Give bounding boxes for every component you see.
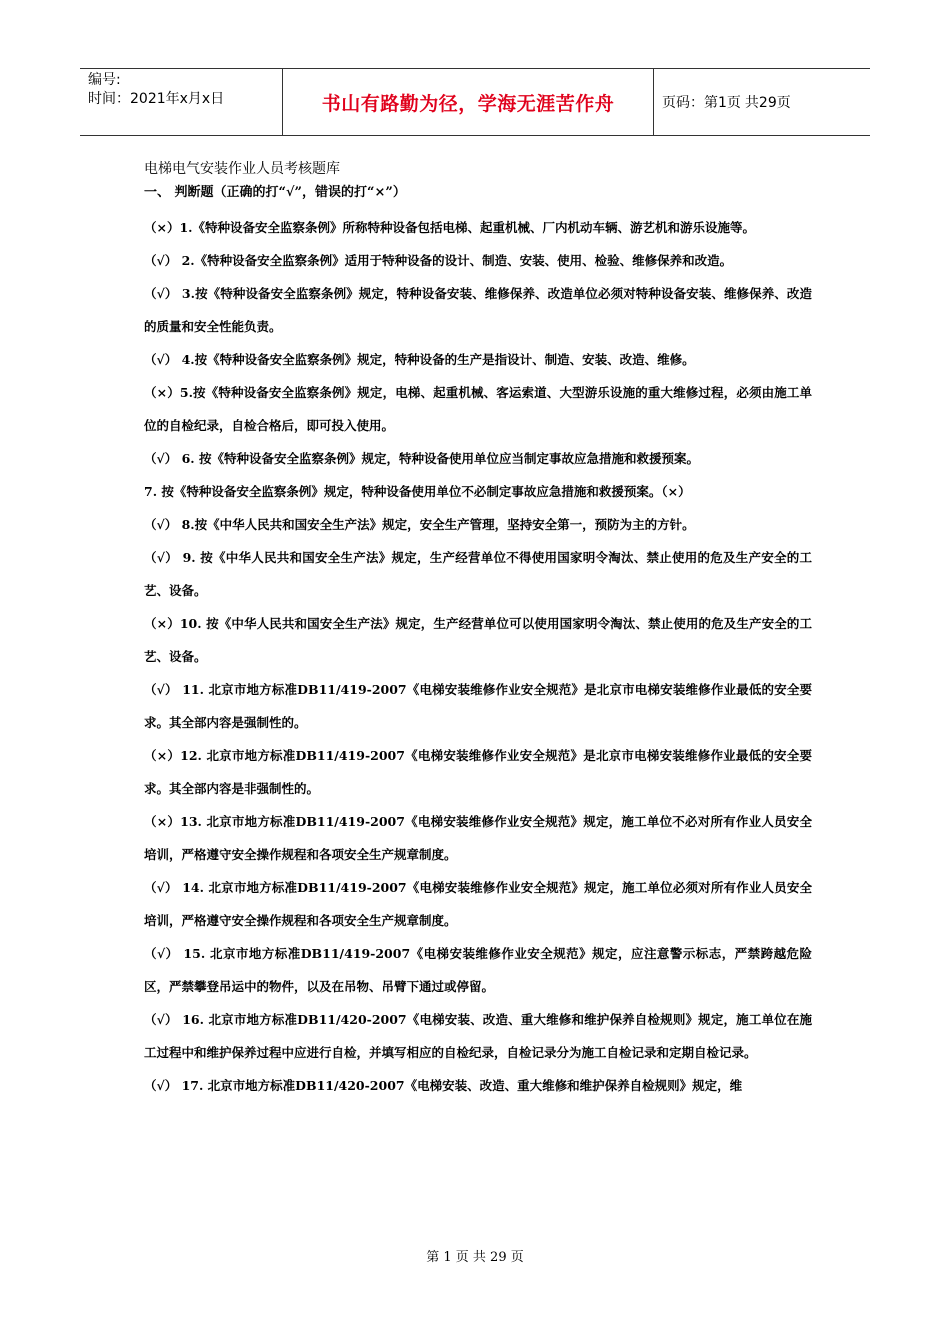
page-footer: 第 1 页 共 29 页 [426,1250,524,1265]
question-item: （×）13. 北京市地方标准DB11/419-2007《电梯安装维修作业安全规范》规定，施工单位不必对所有作业人员安全培训，严格遵守安全操作规程和各项安全生产规章制度。 [144,814,812,862]
document-body [144,158,812,1102]
page-label: 页码：第1页 [662,95,741,111]
question-item: （×）5.按《特种设备安全监察条例》规定，电梯、起重机械、客运索道、大型游乐设施的重大维修过程，必须由施工单位的自检纪录，自检合格后，即可投入使用。 [144,385,812,433]
header-page-info [654,69,870,135]
question-item: （×）1.《特种设备安全监察条例》所称特种设备包括电梯、起重机械、厂内机动车辆、游艺机和游乐设施等。 [144,220,756,235]
question-item: （√） 9. 按《中华人民共和国安全生产法》规定，生产经营单位不得使用国家明令淘汰、禁止使用的危及生产安全的工艺、设备。 [144,550,812,598]
question-item: （√） 3.按《特种设备安全监察条例》规定，特种设备安装、维修保养、改造单位必须对特种设备安装、维修保养、改造的质量和安全性能负责。 [144,286,812,334]
question-item: （×）12. 北京市地方标准DB11/419-2007《电梯安装维修作业安全规范》是北京市电梯安装维修作业最低的安全要求。其全部内容是非强制性的。 [144,748,812,796]
time-label: 时间：2021年x月x日 [88,91,225,107]
question-list [144,211,812,1102]
question-item: （×）10. 按《中华人民共和国安全生产法》规定，生产经营单位可以使用国家明令淘汰、禁止使用的危及生产安全的工艺、设备。 [144,616,812,664]
number-label: 编号: [88,72,121,88]
total-pages-label: 共29页 [744,95,791,111]
question-item: （√） 4.按《特种设备安全监察条例》规定，特种设备的生产是指设计、制造、安装、改造、维修。 [144,352,695,367]
question-item: （√） 8.按《中华人民共和国安全生产法》规定，安全生产管理，坚持安全第一，预防为主的方针。 [144,517,695,532]
question-item: （√） 6. 按《特种设备安全监察条例》规定，特种设备使用单位应当制定事故应急措施和救援预案。 [144,451,699,466]
header-meta [80,69,282,135]
question-item: （√） 11. 北京市地方标准DB11/419-2007《电梯安装维修作业安全规范》是北京市电梯安装维修作业最低的安全要求。其全部内容是强制性的。 [144,682,812,730]
section-heading: 一、 判断题（正确的打“√”，错误的打“×”） [144,185,406,200]
question-item: （√） 17. 北京市地方标准DB11/420-2007《电梯安装、改造、重大维修和维护保养自检规则》规定，维 [144,1078,743,1093]
question-item: （√） 16. 北京市地方标准DB11/420-2007《电梯安装、改造、重大维修和维护保养自检规则》规定，施工单位在施工过程中和维护保养过程中应进行自检，并填写相应的自检纪录，自检记录分为施工自检记录和定期自检记录。 [144,1012,812,1060]
question-item: 7. 按《特种设备安全监察条例》规定，特种设备使用单位不必制定事故应急措施和救援预案。（×） [144,484,691,499]
question-item: （√） 15. 北京市地方标准DB11/419-2007《电梯安装维修作业安全规范》规定，应注意警示标志，严禁跨越危险区，严禁攀登吊运中的物件，以及在吊物、吊臂下通过或停留。 [144,946,812,994]
question-item: （√） 14. 北京市地方标准DB11/419-2007《电梯安装维修作业安全规范》规定，施工单位必须对所有作业人员安全培训，严格遵守安全操作规程和各项安全生产规章制度。 [144,880,812,928]
document-title: 电梯电气安装作业人员考核题库 [144,161,340,177]
question-item: （√） 2.《特种设备安全监察条例》适用于特种设备的设计、制造、安装、使用、检验、维修保养和改造。 [144,253,733,268]
header-motto: 书山有路勤为径，学海无涯苦作舟 [282,69,654,135]
page-header [80,68,870,136]
